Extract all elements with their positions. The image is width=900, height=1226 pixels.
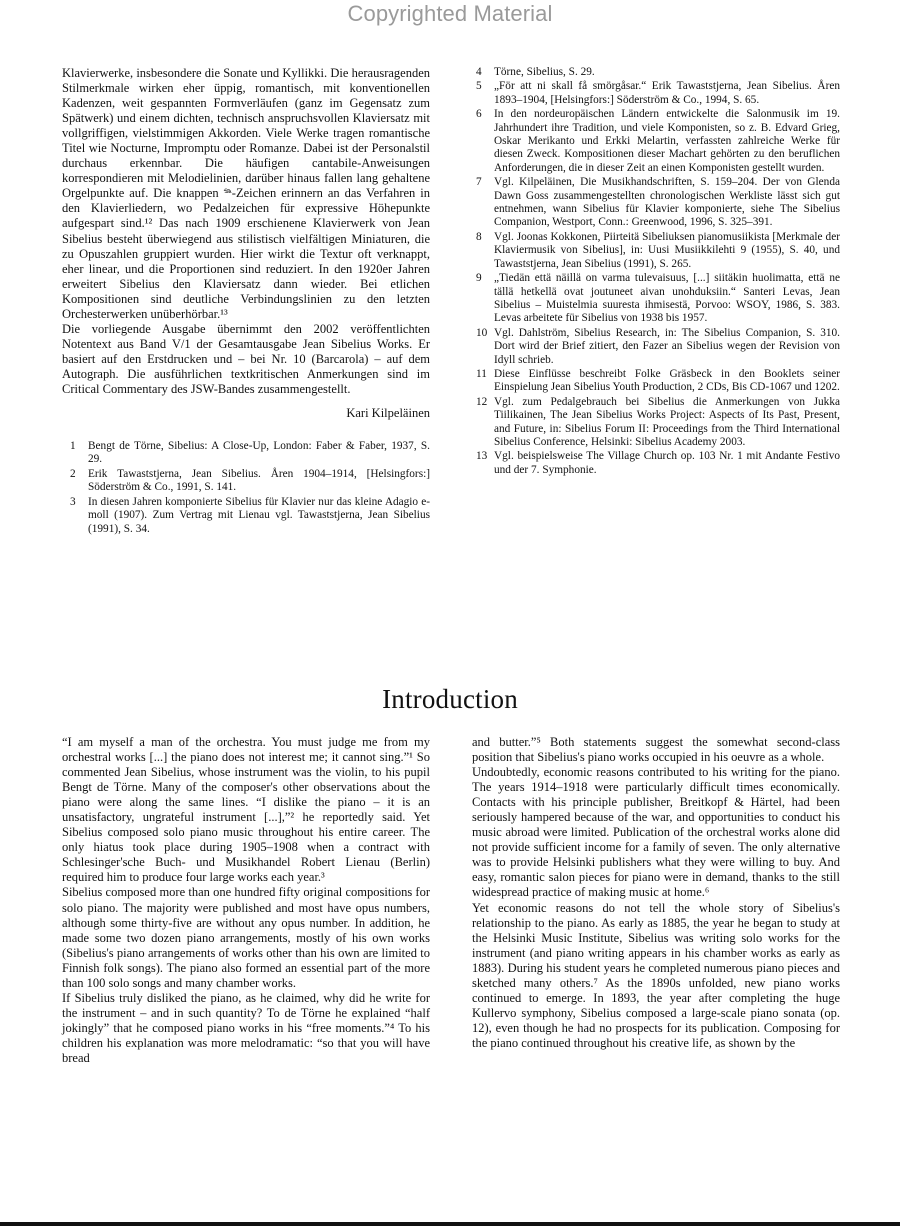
- footnote-number: 5: [476, 80, 482, 93]
- footnote: [476, 327, 840, 367]
- section-heading: Introduction: [382, 684, 518, 714]
- footnote-text: Bengt de Törne, Sibelius: A Close-Up, London: Faber & Faber, 1937, S. 29.: [88, 440, 430, 466]
- footnote-text: Vgl. beispielsweise The Village Church op. 103 Nr. 1 mit Andante Festivo und der 7. Symphonie.: [494, 450, 840, 476]
- footnote-text: „Tiedän että näillä on varma tulevaisuus, [...] siitäkin huolimatta, että ne tällä hetkellä ovat joutuneet aivan unohduksiin.“ Santeri Levas, Jean Sibelius – Muistelmia suuresta ihmisestä, Porvoo: WSOY, 1986, S. 383. Levas arbeitete für Sibelius von 1938 bis 1957.: [494, 272, 840, 325]
- footnote: [62, 468, 430, 495]
- footnote-number: 10: [476, 326, 488, 339]
- english-paragraph: Yet economic reasons do not tell the whole story of Sibelius's relationship to the piano. As early as 1885, the year he began to study at the Helsinki Music Institute, Sibelius was writing solo works for the instrument (and piano writing appears in his chamber works as early as 1883). During his student years he completed numerous piano pieces and sketched many others.⁷ As the 1890s unfolded, new piano works continued to emerge. In 1893, the year after completing the huge Kullervo symphony, Sibelius composed a large-scale piano sonata (op. 12), even though he had no prospects for its publication. Composing for the piano continued throughout his creative life, as shown by the: [472, 900, 840, 1050]
- footnote-text: Erik Tawaststjerna, Jean Sibelius. Åren 1904–1914, [Helsingfors:] Söderström & Co., 1991, S. 141.: [88, 467, 430, 494]
- author-signature: Kari Kilpeläinen: [346, 406, 430, 421]
- german-paragraph: Klavierwerke, insbesondere die Sonate und Kyllikki. Die herausragenden Stilmerkmale wirken eher üppig, romantisch, mit konventionellen Kadenzen, weit gespannten Formverläufen (ganz im Gegensatz zum Spätwerk) und einem dichten, technisch anspruchsvollen Klaviersatz mit vollgriffigen, vielstimmigen Akkorden. Viele Werke tragen romantische Titel wie Nocturne, Impromptu oder Romanze. Dabei ist der Personalstil durchaus erkennbar. Die häufigen cantabile-Anweisungen korrespondieren mit Melodielinien, darüber hinaus fallen lang gehaltene Orgelpunkte auf. Die knappen 𝆮-Zeichen erinnern an das Verfahren in den Klavierliedern, wo Pedalzeichen für expressive Höhepunkte aufgespart sind.¹² Das nach 1909 erschienene Klavierwerk von Jean Sibelius besteht überwiegend aus stilistisch vielfältigen Miniaturen, die zu Opuszahlen gruppiert wurden. Hier wirkt die Textur oft verknappt, eher linear, und die Proportionen sind reduziert. In den 1920er Jahren erweitert Sibelius den Klaviersatz dann wieder. Bei etlichen Kompositionen sind deutliche Verbindungslinien zu den letzten Orchesterwerken unüberhörbar.¹³: [62, 66, 430, 321]
- footnote-list-right: [476, 66, 840, 477]
- footnote-list-left: [62, 440, 430, 536]
- footnote-text: In diesen Jahren komponierte Sibelius für Klavier nur das kleine Adagio e-moll (1907). Zum Vertrag mit Lienau vgl. Tawaststjerna, Jean Sibelius (1991), S. 34.: [88, 495, 430, 535]
- footnote: [476, 66, 840, 79]
- footnote-number: 4: [476, 66, 482, 78]
- footnote: [476, 108, 840, 175]
- footnote: [476, 450, 840, 477]
- german-paragraph: Die vorliegende Ausgabe übernimmt den 2002 veröffentlichten Notentext aus Band V/1 der Gesamtausgabe Jean Sibelius Works. Er basiert auf den Erstdrucken und – bei Nr. 10 (Barcarola) – auf dem Autograph. Die ausführlichen textkritischen Anmerkungen sind im Critical Commentary des JSW-Bandes zusammengestellt.: [62, 321, 430, 396]
- english-paragraph: “I am myself a man of the orchestra. You must judge me from my orchestral works [...] the piano does not interest me; it cannot sing.”¹ So commented Jean Sibelius, whose instrument was the violin, to his pupil Bengt de Törne. Many of the composer's other observations about the piano were along the same lines. “I dislike the piano – it is an unsatisfactory, ungrateful instrument [...],”² he reportedly said. Yet Sibelius composed solo piano music throughout his entire career. The only hiatus took place during 1905–1908 when a contract with Schlesinger'sche Buch- und Musikhandel Robert Lienau (Berlin) required him to produce four large works each year.³: [62, 735, 430, 885]
- footnote: [62, 440, 430, 467]
- footnote: [476, 231, 840, 271]
- footnote: [476, 396, 840, 450]
- footnote-text: Törne, Sibelius, S. 29.: [494, 66, 595, 78]
- footnote-text: Vgl. Joonas Kokkonen, Piirteitä Sibeliuksen pianomusiikista [Merkmale der Klaviermusik von Sibelius], in: Uusi Musiikkilehti 9 (1955), S. 40, und Tawaststjerna, Jean Sibelius (1991), S. 265.: [494, 230, 840, 270]
- footnote-number: 13: [476, 450, 488, 463]
- footnote-number: 8: [476, 230, 482, 243]
- english-paragraph: Undoubtedly, economic reasons contributed to his writing for the piano. The years 1914–1918 were particularly difficult times economically. Contacts with his principle publisher, Breitkopf & Härtel, had been seriously hampered because of the war, and opportunities to conduct his music abroad were limited. Publication of the orchestral works alone did not provide sufficient income for a family of seven. The only alternative was to provide Helsinki publishers what they were willing to buy. And easy, romantic salon pieces for piano were in demand, thanks to the still widespread practice of making music at home.⁶: [472, 765, 840, 900]
- footnote-text: Vgl. Dahlström, Sibelius Research, in: The Sibelius Companion, S. 310. Dort wird der Brief zitiert, den Fazer an Sibelius wegen der Revision von Idyll schrieb.: [494, 326, 840, 366]
- footnote-number: 11: [476, 367, 487, 380]
- english-paragraph: If Sibelius truly disliked the piano, as he claimed, why did he write for the instrument – and in such quantity? To de Törne he explained “half jokingly” that he composed piano works in his “free moments.”⁴ To his children his explanation was more melodramatic: “so that you will have bread: [62, 990, 430, 1065]
- footnote: [476, 80, 840, 107]
- german-footnotes-right-column: [476, 66, 840, 478]
- footnote-number: 6: [476, 108, 482, 121]
- footnote: [476, 176, 840, 230]
- footnote-number: 3: [70, 495, 76, 508]
- copyright-watermark: Copyrighted Material: [347, 1, 553, 26]
- german-text-left-column: [62, 66, 430, 537]
- english-paragraph: Sibelius composed more than one hundred fifty original compositions for solo piano. The majority were published and most have opus numbers, although some thirty-five are without any opus number. In addition, he made some two dozen piano arrangements, mostly of his own works (Sibelius's piano arrangements of works other than his own are limited to Finnish folk songs). The piano also formed an essential part of the more than 100 solo songs and many chamber works.: [62, 885, 430, 990]
- page-bottom-border: [0, 1222, 900, 1226]
- footnote-number: 7: [476, 176, 482, 189]
- english-text-left-column: [62, 735, 430, 1066]
- footnote-text: „För att ni skall få smörgåsar.“ Erik Tawaststjerna, Jean Sibelius. Åren 1893–1904, [Helsingfors:] Söderström & Co., 1994, S. 65.: [494, 80, 840, 106]
- footnote-number: 1: [70, 440, 76, 453]
- footnote: [476, 368, 840, 395]
- footnote-number: 2: [70, 467, 76, 480]
- english-text-right-column: [472, 735, 840, 1051]
- footnote-text: Vgl. zum Pedalgebrauch bei Sibelius die Anmerkungen von Jukka Tiilikainen, The Jean Sibelius Works Project: Aspects of Its Past, Present, and Future, in: Sibelius Forum II: Proceedings from the Third International Sibelius Conference, Helsinki: Sibelius Academy 2003.: [494, 395, 840, 448]
- footnote: [476, 272, 840, 326]
- footnote-text: In den nordeuropäischen Ländern entwickelte die Salonmusik im 19. Jahrhundert ihre Tradition, und viele Komponisten, so z. B. Edvard Grieg, Oskar Merikanto und Erkki Melartin, verfassten zahlreiche Werke für diesen Zweck. Kompositionen dieser Machart gehörten zu den beruflichen Anforderungen, die in dieser Zeit an einen Komponisten gestellt wurden.: [494, 108, 840, 174]
- footnote-number: 12: [476, 395, 488, 408]
- footnote-text: Vgl. Kilpeläinen, Die Musikhandschriften, S. 159–204. Der von Glenda Dawn Goss zusammengestellten chronologischen Werkliste lässt sich gut entnehmen, wann Sibelius für Klavier komponierte, siehe The Sibelius Companion, Westport, Conn.: Greenwood, 1996, S. 325–391.: [494, 176, 840, 229]
- footnote: [62, 496, 430, 536]
- english-paragraph: and butter.”⁵ Both statements suggest the somewhat second-class position that Sibelius's piano works occupied in his oeuvre as a whole.: [472, 735, 840, 765]
- footnote-text: Diese Einflüsse beschreibt Folke Gräsbeck in den Booklets seiner Einspielung Jean Sibelius Youth Production, 2 CDs, Bis CD-1067 und 1202.: [494, 367, 840, 394]
- footnote-number: 9: [476, 272, 482, 285]
